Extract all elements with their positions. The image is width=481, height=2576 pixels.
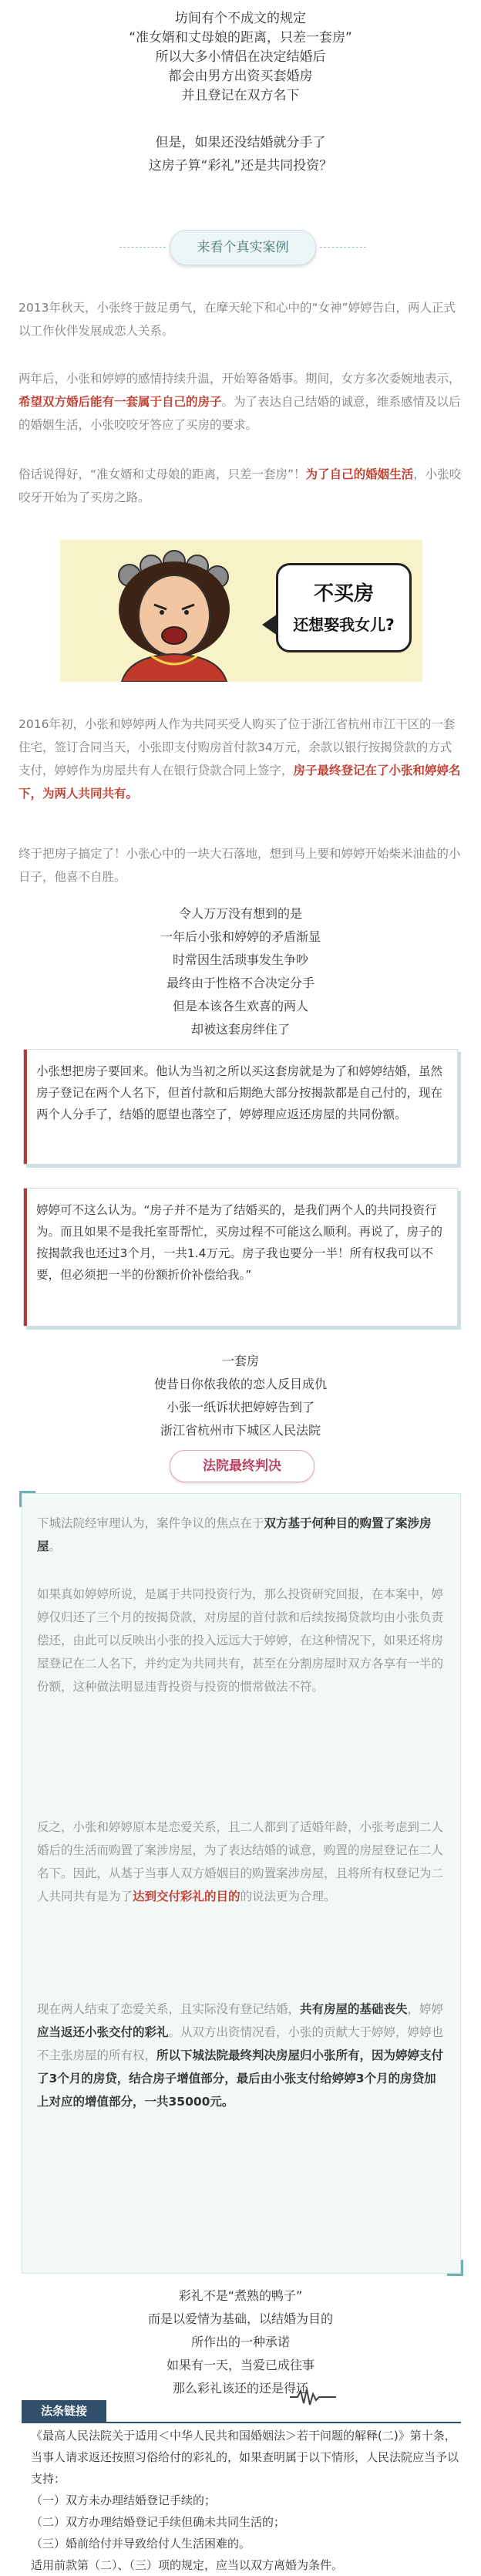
law-tail: 适用前款第（二）、（三）项的规定，应当以双方离婚为条件。 [31, 2558, 344, 2572]
verdict-paragraph-2: 如果真如婷婷所说，是属于共同投资行为，那么投资研究回报，在本案中，婷婷仅归还了三个月的按揭贷款，对房屋的首付款和后续按揭贷款均由小张负责偿还，由此可以反映出小张的投入远远大于婷婷，在这种情况下，如果还将房屋登记在二人名下，并约定为共同共有，甚至在分割房屋时双方各享有一半的份额，这种做法明显违背投资与投资的惯常做法不符。 [37, 1587, 444, 1694]
intro-line: 但是，如果还没结婚就分手了 [155, 135, 326, 150]
law-title: 《最高人民法院关于适用＜中华人民共和国婚姻法＞若干问题的解释(二)》第十条， [31, 2429, 456, 2443]
emphasis-text: 双方基于何种目的购置了案涉房屋 [37, 1516, 432, 1553]
poem-line: 浙江省杭州市下城区人民法院 [160, 1423, 321, 1438]
poem-line: 如果有一天，当爱已成往事 [166, 2358, 314, 2372]
emphasis-text: 共有房屋的基础丧失 [300, 2002, 408, 2016]
speech-bubble [276, 563, 412, 652]
poem-line: 一套房 [221, 1354, 259, 1368]
intro-line: 坊间有个不成文的规定 [175, 11, 306, 26]
story-paragraph-1: 2013年秋天，小张终于鼓足勇气，在摩天轮下和心中的“女神”婷婷告白，两人正式以工作伙伴发展成恋人关系。 [18, 301, 456, 338]
poem-line: 一年后小张和婷婷的矛盾渐显 [160, 929, 321, 944]
law-divider [22, 2422, 461, 2423]
law-item: （二）双方办理结婚登记手续但确未共同生活的； [31, 2515, 286, 2529]
poem-line: 小张一纸诉状把婷婷告到了 [166, 1400, 314, 1414]
poem-line: 时常因生活琐事发生争吵 [172, 953, 308, 967]
defendant-quote-box [23, 1188, 458, 1327]
intro-line: 并且登记在双方名下 [181, 88, 300, 103]
poem-line: 令人万万没有想到的是 [178, 906, 302, 921]
poem-block-2 [0, 1350, 481, 1442]
mother-in-law-illustration [60, 540, 422, 682]
verdict-section-label: 法院最终判决 [170, 1450, 314, 1482]
soundwave-icon [290, 2388, 336, 2406]
highlight-text: 达到交付彩礼的目的 [133, 1890, 240, 1903]
highlight-text: 房子最终登记在了小张和婷婷名下，为两人共同共有。 [18, 764, 461, 801]
emphasis-text: 应当返还小张交付的彩礼 [37, 2025, 169, 2039]
quote-accent-bar [24, 1189, 27, 1326]
law-body: 当事人请求返还按照习俗给付的彩礼的，如果查明属于以下情形，人民法院应当予以支持： [31, 2450, 459, 2486]
story-paragraph-4: 2016年初，小张和婷婷两人作为共同买受人购买了位于浙江省杭州市江干区的一套住宅，签订合同当天，小张即支付购房首付款34万元，余款以银行按揭贷款的方式支付，婷婷作为房屋共有人在银行贷款合同上签字，房子最终登记在了小张和婷婷名下，为两人共同共有。 [18, 717, 461, 801]
plaintiff-quote-box [23, 1049, 458, 1165]
poem-line: 所作出的一种承诺 [190, 2335, 290, 2349]
verdict-paragraph-1: 下城法院经审理认为，案件争议的焦点在于双方基于何种目的购置了案涉房屋。 [37, 1516, 432, 1553]
speech-line-1: 不买房 [313, 582, 374, 605]
plaintiff-quote-text: 小张想把房子要回来。他认为当初之所以买这套房就是为了和婷婷结婚，虽然房子登记在两个人名下，但首付款和后期绝大部分按揭款都是自己付的，现在两个人分手了，结婚的愿望也落空了，婷婷理应返还房屋的共同份额。 [36, 1064, 443, 1121]
intro-line: 都会由男方出资买套婚房 [168, 69, 313, 84]
quote-accent-bar [24, 1050, 27, 1164]
highlight-text: 希望双方婚后能有一套属于自己的房子 [18, 395, 222, 409]
intro-line: “准女婿和丈母娘的距离，只差一套房” [129, 30, 352, 46]
law-item: （三）婚前给付并导致给付人生活困难的。 [31, 2537, 251, 2551]
poem-line: 但是本该各生欢喜的两人 [172, 999, 308, 1013]
poem-line: 那么彩礼该还的还是得还 [172, 2381, 308, 2396]
poem-line: 使昔日你侬我侬的恋人反目成仇 [153, 1377, 327, 1391]
intro-text [0, 9, 481, 106]
speech-bubble-tail [262, 614, 278, 636]
intro-question [0, 131, 481, 177]
law-section-label: 法条链接 [22, 2400, 106, 2422]
intro-line: 所以大多小情侣在决定结婚后 [155, 49, 326, 65]
verdict-paragraph-3: 反之，小张和婷婷原本是恋爱关系，且二人都到了适婚年龄，小张考虑到二人婚后的生活而购置了案涉房屋，为了表达结婚的诚意，购置的房屋登记在二人名下。因此，从基于当事人双方婚姻目的购置案涉房屋，且将所有权登记为二人共同共有是为了达到交付彩礼的目的的说法更为合理。 [37, 1820, 444, 1903]
emphasis-text: 所以下城法院最终判决房屋归小张所有，因为婷婷支付了3个月的房贷，结合房子增值部分，最后由小张支付给婷婷3个月的房贷加上对应的增值部分，一共35000元。 [37, 2048, 444, 2109]
highlight-text: 为了自己的婚姻生活 [305, 467, 414, 481]
law-text [31, 2425, 462, 2576]
story-paragraph-5: 终于把房子搞定了！小张心中的一块大石落地，想到马上要和婷婷开始柴米油盐的小日子，他喜不自胜。 [18, 847, 461, 884]
corner-decoration [447, 2260, 463, 2276]
intro-line: 这房子算“彩礼”还是共同投资？ [148, 158, 333, 174]
poem-line: 而是以爱情为基础，以结婚为目的 [147, 2311, 333, 2326]
corner-decoration [19, 1491, 35, 1507]
speech-line-2: 还想娶我女儿? [293, 615, 395, 634]
poem-line: 却被这套房绊住了 [190, 1022, 290, 1037]
story-paragraph-3: 俗话说得好，“准女婿和丈母娘的距离，只差一套房”！为了自己的婚姻生活，小张咬咬牙开始为了买房之路。 [18, 467, 462, 504]
case-section-label: 来看个真实案例 [170, 230, 316, 265]
verdict-paragraph-4: 现在两人结束了恋爱关系，且实际没有登记结婚，共有房屋的基础丧失，婷婷应当返还小张交付的彩礼。从双方出资情况看，小张的贡献大于婷婷，婷婷也不主张房屋的所有权，所以下城法院最终判决房屋归小张所有，因为婷婷支付了3个月的房贷，结合房子增值部分，最后由小张支付给婷婷3个月的房贷加上对应的增值部分，一共35000元。 [37, 2002, 444, 2109]
defendant-quote-text: 婷婷可不这么认为。“房子并不是为了结婚买的，是我们两个人的共同投资行为。而且如果不是我托室哥帮忙，买房过程不可能这么顺利。再说了，房子的按揭款我也还过3个月，一共1.4万元。房子我也要分一半！所有权我可以不要，但必须把一半的份额折价补偿给我。” [36, 1203, 443, 1282]
poem-line: 彩礼不是“煮熟的鸭子” [178, 2288, 303, 2303]
poem-block-3 [0, 2284, 481, 2400]
law-item: （一）双方未办理结婚登记手续的； [31, 2493, 217, 2507]
poem-line: 最终由于性格不合决定分手 [166, 976, 314, 990]
story-paragraph-2: 两年后，小张和婷婷的感情持续升温，开始筹备婚事。期间，女方多次委婉地表示，希望双方婚后能有一套属于自己的房子。为了表达自己结婚的诚意，维系感情及以后的婚姻生活，小张咬咬牙答应了买房的要求。 [18, 372, 461, 432]
poem-block-1 [0, 902, 481, 1041]
